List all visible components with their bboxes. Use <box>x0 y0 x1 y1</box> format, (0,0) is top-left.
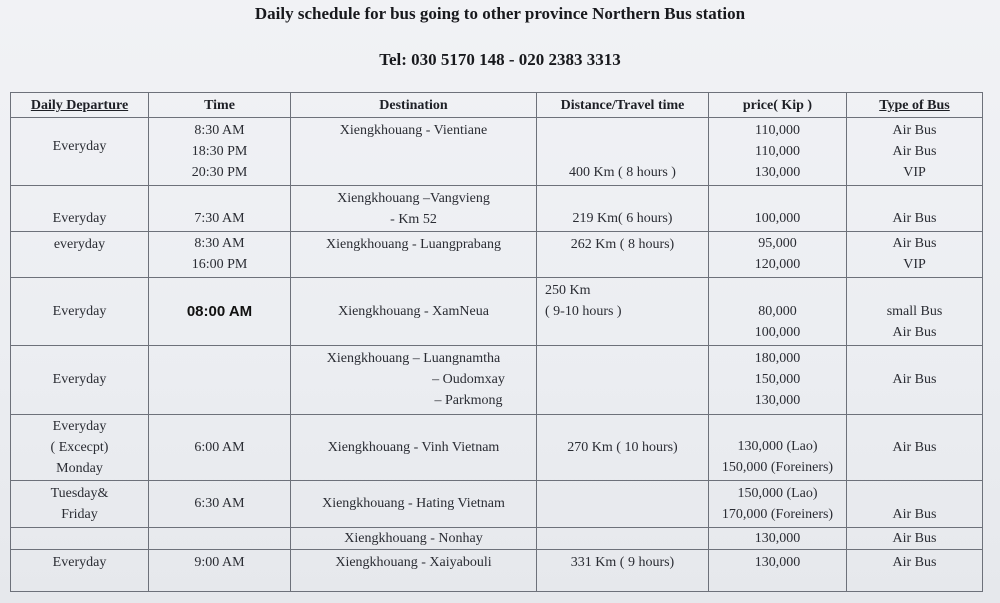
time-cell <box>149 346 291 414</box>
distance-cell: 270 Km ( 10 hours) <box>537 414 709 480</box>
price-cell: 130,000 <box>709 550 847 592</box>
departure-cell: Everyday ( Excecpt) Monday <box>11 414 149 480</box>
bus-type-cell: Air Bus <box>847 550 983 592</box>
destination-cell: Xiengkhouang - Luangprabang <box>291 232 537 278</box>
distance-cell <box>537 480 709 527</box>
departure-cell <box>11 527 149 550</box>
distance-cell: 331 Km ( 9 hours) <box>537 550 709 592</box>
distance-cell: 262 Km ( 8 hours) <box>537 232 709 278</box>
bus-type-cell: Air Bus <box>847 480 983 527</box>
destination-cell: Xiengkhouang - XamNeua <box>291 277 537 345</box>
bus-type-cell: Air Bus VIP <box>847 232 983 278</box>
header-destination: Destination <box>291 93 537 118</box>
price-cell: 100,000 <box>709 186 847 232</box>
header-departure: Daily Departure <box>11 93 149 118</box>
destination-cell: Xiengkhouang –Vangvieng - Km 52 <box>291 186 537 232</box>
destination-cell: Xiengkhouang - Vinh Vietnam <box>291 414 537 480</box>
time-cell: 8:30 AM 18:30 PM 20:30 PM <box>149 118 291 186</box>
distance-cell: 400 Km ( 8 hours ) <box>537 118 709 186</box>
table-row <box>11 277 983 345</box>
time-cell: 08:00 AM <box>149 277 291 345</box>
time-cell: 6:30 AM <box>149 480 291 527</box>
destination-cell: Xiengkhouang - Vientiane <box>291 118 537 186</box>
time-cell: 7:30 AM <box>149 186 291 232</box>
distance-cell <box>537 527 709 550</box>
destination-cell: Xiengkhouang – Luangnamtha – Oudomxay – Parkmong <box>291 346 537 414</box>
departure-cell: everyday <box>11 232 149 278</box>
page-title: Daily schedule for bus going to other province Northern Bus station <box>254 4 746 23</box>
bus-type-cell: Air Bus <box>847 414 983 480</box>
price-cell: 95,000 120,000 <box>709 232 847 278</box>
header-distance: Distance/Travel time <box>537 93 709 118</box>
table-row <box>11 118 983 186</box>
departure-cell: Everyday <box>11 550 149 592</box>
departure-cell: Everyday <box>11 186 149 232</box>
table-row <box>11 527 983 550</box>
departure-cell: Tuesday& Friday <box>11 480 149 527</box>
table-row <box>11 480 983 527</box>
departure-cell: Everyday <box>11 277 149 345</box>
header-price: price( Kip ) <box>709 93 847 118</box>
destination-cell: Xiengkhouang - Nonhay <box>291 527 537 550</box>
distance-cell: 250 Km ( 9-10 hours ) <box>537 277 709 345</box>
departure-cell: Everyday <box>11 346 149 414</box>
header-time: Time <box>149 93 291 118</box>
telephone-line: Tel: 030 5170 148 - 020 2383 3313 <box>379 50 621 69</box>
price-cell: 180,000 150,000 130,000 <box>709 346 847 414</box>
table-row <box>11 550 983 592</box>
destination-cell: Xiengkhouang - Hating Vietnam <box>291 480 537 527</box>
distance-cell <box>537 346 709 414</box>
schedule-table <box>10 92 983 592</box>
time-cell <box>149 527 291 550</box>
bus-type-cell: small Bus Air Bus <box>847 277 983 345</box>
table-row <box>11 346 983 414</box>
price-cell: 150,000 (Lao) 170,000 (Foreiners) <box>709 480 847 527</box>
bus-type-cell: Air Bus <box>847 527 983 550</box>
table-row <box>11 186 983 232</box>
time-cell: 6:00 AM <box>149 414 291 480</box>
bus-type-cell: Air Bus <box>847 186 983 232</box>
price-cell: 130,000 (Lao) 150,000 (Foreiners) <box>709 414 847 480</box>
time-cell: 9:00 AM <box>149 550 291 592</box>
bus-type-cell: Air Bus Air Bus VIP <box>847 118 983 186</box>
departure-cell: Everyday <box>11 118 149 186</box>
time-cell: 8:30 AM 16:00 PM <box>149 232 291 278</box>
price-cell: 130,000 <box>709 527 847 550</box>
table-row <box>11 414 983 480</box>
price-cell: 80,000 100,000 <box>709 277 847 345</box>
table-row <box>11 232 983 278</box>
bus-type-cell: Air Bus <box>847 346 983 414</box>
price-cell: 110,000 110,000 130,000 <box>709 118 847 186</box>
header-type: Type of Bus <box>847 93 983 118</box>
header-row <box>11 93 983 118</box>
distance-cell: 219 Km( 6 hours) <box>537 186 709 232</box>
destination-cell: Xiengkhouang - Xaiyabouli <box>291 550 537 592</box>
